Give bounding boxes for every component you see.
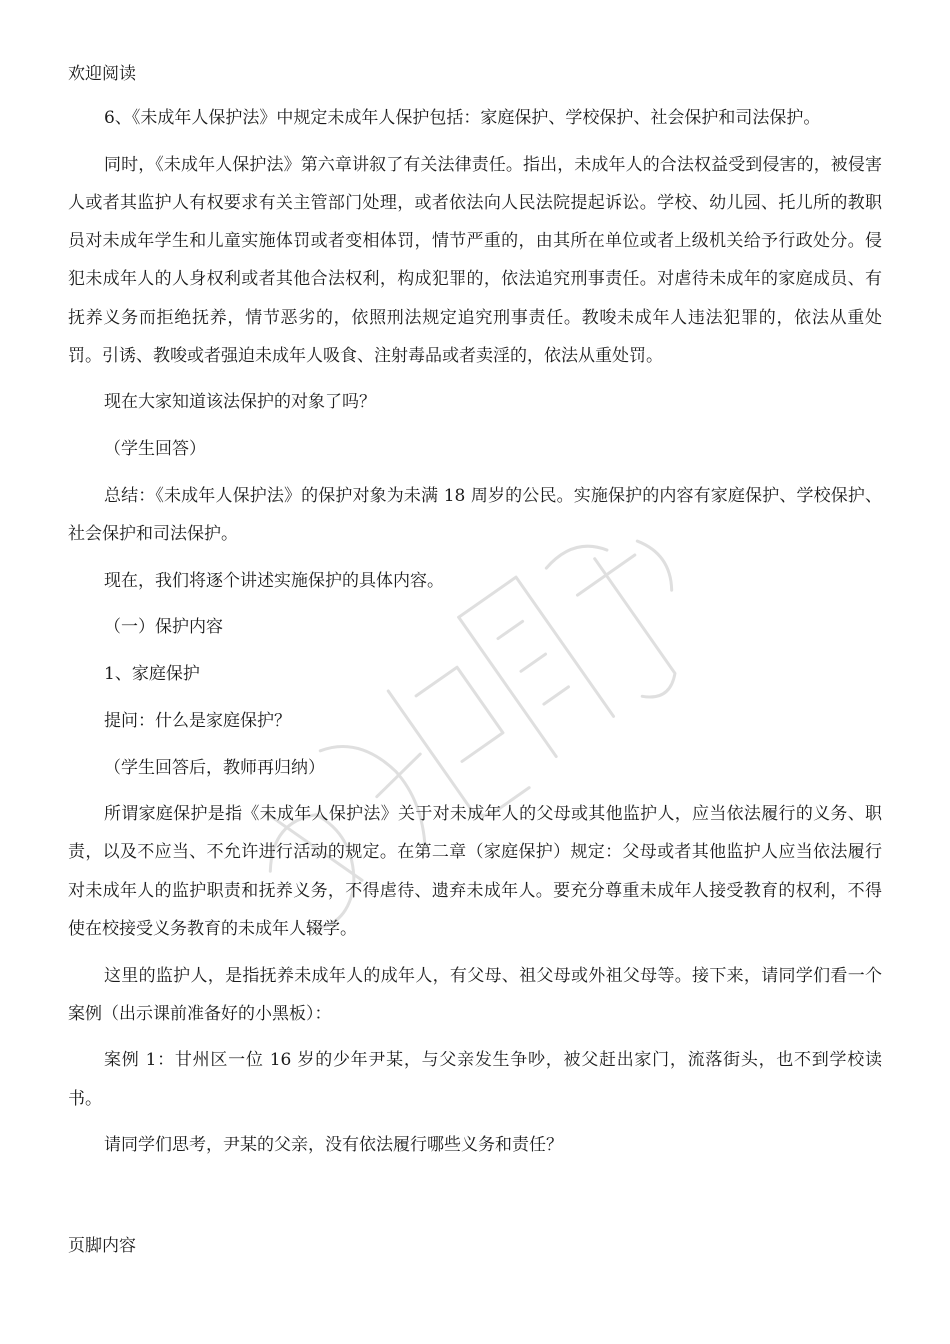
paragraph: 提问：什么是家庭保护？ <box>104 710 291 731</box>
paragraph: 同时，《未成年人保护法》第六章讲叙了有关法律责任。指出，未成年人的合法权益受到侵害的，被侵害人或者其监护人有权要求有关主管部门处理，或者依法向人民法院提起诉讼。学校、幼儿园、托儿所的教职员对未成年学生和儿童实施体罚或者变相体罚，情节严重的，由其所在单位或者上级机关给予行政处分。侵犯未成年人的人身权利或者其他合法权利，构成犯罪的，依法追究刑事责任。对虐待未成年的家庭成员、有抚养义务而拒绝抚养，情节恶劣的，依照刑法规定追究刑事责任。教唆未成年人违法犯罪的，依法从重处罚。引诱、教唆或者强迫未成年人吸食、注射毒品或者卖淫的，依法从重处罚。 <box>68 154 882 366</box>
paragraph: 6、《未成年人保护法》中规定未成年人保护包括：家庭保护、学校保护、社会保护和司法保护。 <box>104 108 821 128</box>
paragraph: （学生回答后，教师再归纳） <box>104 757 325 778</box>
paragraph: 所谓家庭保护是指《未成年人保护法》关于对未成年人的父母或其他监护人，应当依法履行的义务、职责，以及不应当、不允许进行活动的规定。在第二章（家庭保护）规定：父母或者其他监护人应当依法履行对未成年人的监护职责和抚养义务，不得虐待、遗弃未成年人。要充分尊重未成年人接受教育的权利，不得使在校接受义务教育的未成年人辍学。 <box>68 804 882 939</box>
paragraph: 总结：《未成年人保护法》的保护对象为未满 18 周岁的公民。实施保护的内容有家庭保护、学校保护、社会保护和司法保护。 <box>68 485 882 545</box>
paragraph: 请同学们思考，尹某的父亲，没有依法履行哪些义务和责任？ <box>104 1135 563 1156</box>
page-footer: 页脚内容 <box>68 1236 136 1256</box>
section-heading: （一）保护内容 <box>104 617 223 638</box>
document-body <box>68 99 882 1173</box>
page-header: 欢迎阅读 <box>68 64 136 84</box>
paragraph: 现在，我们将逐个讲述实施保护的具体内容。 <box>104 570 444 591</box>
paragraph: 现在大家知道该法保护的对象了吗？ <box>104 392 376 413</box>
paragraph: 案例 1：甘州区一位 16 岁的少年尹某，与父亲发生争吵，被父赶出家门，流落街头，也不到学校读书。 <box>68 1050 882 1109</box>
paragraph: （学生回答） <box>104 439 206 460</box>
paragraph: 这里的监护人，是指抚养未成年人的成年人，有父母、祖父母或外祖父母等。接下来，请同学们看一个案例（出示课前准备好的小黑板）： <box>68 965 882 1024</box>
subsection-heading: 1、家庭保护 <box>104 664 200 685</box>
